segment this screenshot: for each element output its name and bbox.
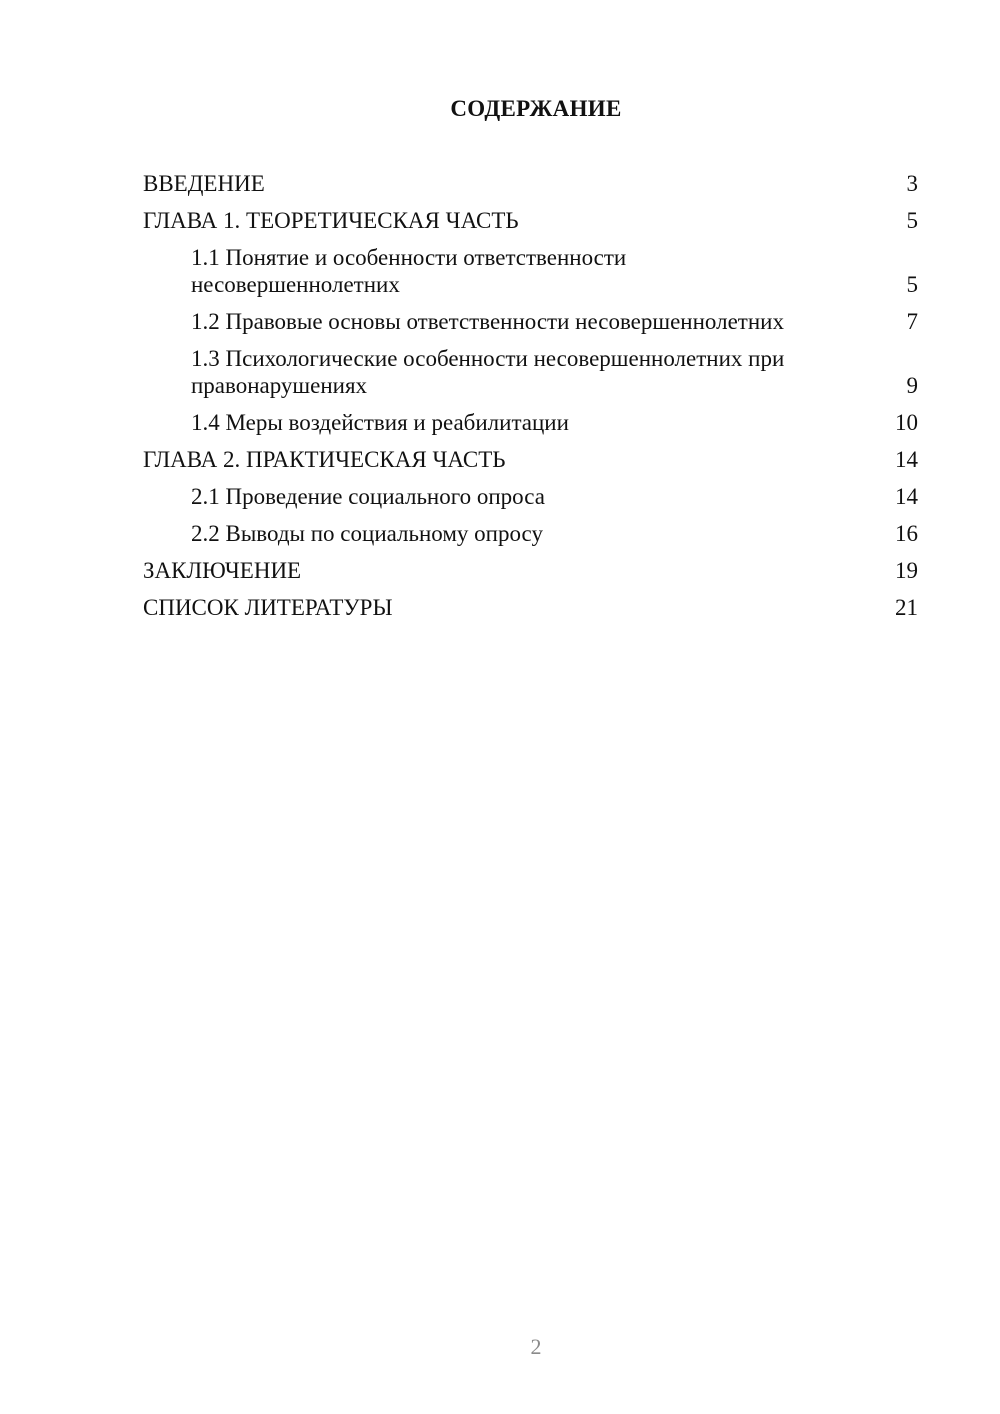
toc-title: СОДЕРЖАНИЕ (450, 96, 622, 121)
toc-entry-page: 21 (895, 595, 918, 620)
toc-entry-label: ВВЕДЕНИЕ (143, 171, 265, 196)
toc-entry-label: 1.1 Понятие и особенности ответственности несовершеннолетних (191, 245, 627, 297)
toc-entry-page: 7 (906, 309, 918, 334)
toc-entry-label: ЗАКЛЮЧЕНИЕ (143, 558, 302, 583)
toc-entry-chapter-2[interactable] (143, 446, 918, 473)
page-number: 2 (530, 1334, 542, 1359)
toc-entry-label: 2.1 Проведение социального опроса (191, 484, 545, 509)
toc-entry-label: ГЛАВА 1. ТЕОРЕТИЧЕСКАЯ ЧАСТЬ (143, 208, 519, 233)
toc-entry-page: 10 (895, 410, 918, 435)
toc-entry-label: СПИСОК ЛИТЕРАТУРЫ (143, 595, 393, 620)
toc-entry-section-1-4[interactable] (143, 409, 918, 436)
toc-entry-page: 9 (906, 373, 918, 398)
toc-entry-label: 2.2 Выводы по социальному опросу (191, 521, 543, 546)
toc-entry-page: 19 (895, 558, 918, 583)
table-of-contents (143, 170, 918, 631)
toc-entry-label: 1.2 Правовые основы ответственности несовершеннолетних (191, 309, 784, 334)
toc-entry-page: 14 (895, 447, 918, 472)
toc-entry-page: 5 (906, 272, 918, 297)
toc-entry-introduction[interactable] (143, 170, 918, 197)
toc-entry-section-2-1[interactable] (143, 483, 918, 510)
toc-entry-conclusion[interactable] (143, 557, 918, 584)
toc-entry-page: 14 (895, 484, 918, 509)
toc-entry-page: 16 (895, 521, 918, 546)
toc-entry-section-1-2[interactable] (143, 308, 918, 335)
toc-entry-page: 3 (906, 171, 918, 196)
toc-entry-section-1-1[interactable] (143, 244, 918, 298)
toc-entry-section-2-2[interactable] (143, 520, 918, 547)
toc-entry-label: 1.4 Меры воздействия и реабилитации (191, 410, 569, 435)
toc-entry-chapter-1[interactable] (143, 207, 918, 234)
toc-entry-bibliography[interactable] (143, 594, 918, 621)
toc-entry-label: ГЛАВА 2. ПРАКТИЧЕСКАЯ ЧАСТЬ (143, 447, 506, 472)
toc-entry-section-1-3[interactable] (143, 345, 918, 399)
toc-entry-page: 5 (906, 208, 918, 233)
toc-entry-label: 1.3 Психологические особенности несовершеннолетних при правонарушениях (191, 346, 785, 398)
